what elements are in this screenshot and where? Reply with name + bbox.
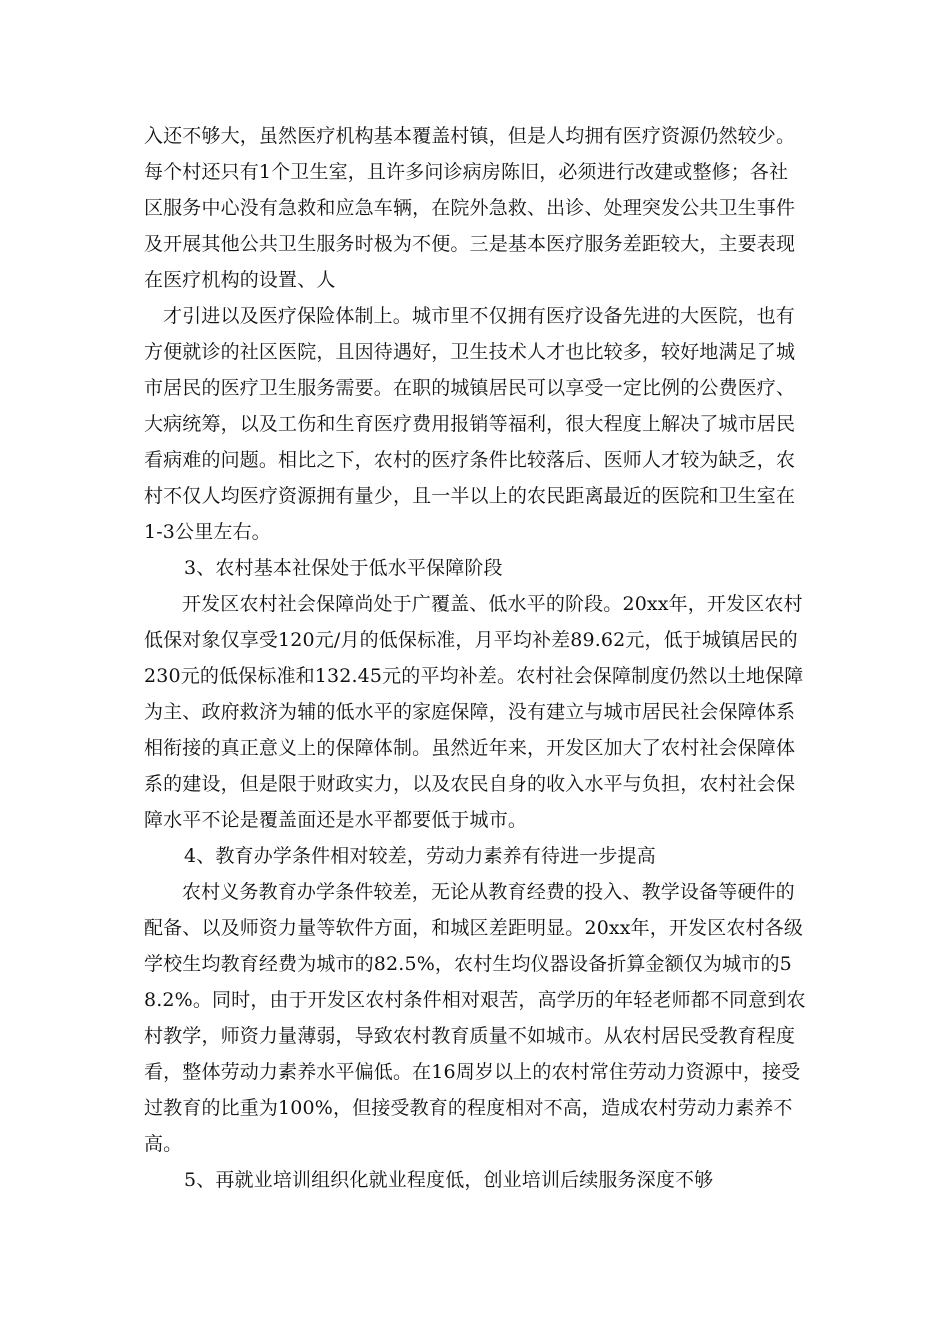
paragraph-urban-rural-medical-gap: 才引进以及医疗保险体制上。城市里不仅拥有医疗设备先进的大医院，也有方便就诊的社区医院，且因待遇好，卫生技术人才也比较多，较好地满足了城市居民的医疗卫生服务需要。在职的城镇居民可以享受一定比例的公费医疗、大病统筹，以及工伤和生育医疗费用报销等福利，很大程度上解决了城市居民看病难的问题。相比之下，农村的医疗条件比较落后、医师人才较为缺乏，农村不仅人均医疗资源拥有量少，且一半以上的农民距离最近的医院和卫生室在1-3公里左右。 [144, 305, 796, 543]
document-body [144, 118, 806, 1198]
heading-reemployment-training: 5、再就业培训组织化就业程度低，创业培训后续服务深度不够 [184, 1169, 714, 1191]
paragraph-education: 农村义务教育办学条件较差，无论从教育经费的投入、教学设备等硬件的配备、以及师资力量等软件方面，和城区差距明显。20xx年，开发区农村各级学校生均教育经费为城市的82.5%，农村生均仪器设备折算金额仅为城市的58.2%。同时，由于开发区农村条件相对艰苦，高学历的年轻老师都不同意到农村教学，师资力量薄弱，导致农村教育质量不如城市。从农村居民受教育程度看，整体劳动力素养水平偏低。在16周岁以上的农村常住劳动力资源中，接受过教育的比重为100%，但接受教育的程度相对不高，造成农村劳动力素养不高。 [144, 881, 806, 1155]
paragraph-social-security: 开发区农村社会保障尚处于广覆盖、低水平的阶段。20xx年，开发区农村低保对象仅享受120元/月的低保标准，月平均补差89.62元，低于城镇居民的230元的低保标准和132.45元的平均补差。农村社会保障制度仍然以土地保障为主、政府救济为辅的低水平的家庭保障，没有建立与城市居民社会保障体系相衔接的真正意义上的保障体制。虽然近年来，开发区加大了农村社会保障体系的建设，但是限于财政实力，以及农民自身的收入水平与负担，农村社会保障水平不论是覆盖面还是水平都要低于城市。 [144, 593, 804, 831]
heading-social-security: 3、农村基本社保处于低水平保障阶段 [184, 557, 503, 579]
paragraph-medical-resources: 入还不够大，虽然医疗机构基本覆盖村镇，但是人均拥有医疗资源仍然较少。每个村还只有1个卫生室，且许多问诊病房陈旧，必须进行改建或整修；各社区服务中心没有急救和应急车辆，在院外急救、出诊、处理突发公共卫生事件及开展其他公共卫生服务时极为不便。三是基本医疗服务差距较大，主要表现在医疗机构的设置、人 [144, 125, 796, 291]
heading-education: 4、教育办学条件相对较差，劳动力素养有待进一步提高 [184, 845, 656, 867]
